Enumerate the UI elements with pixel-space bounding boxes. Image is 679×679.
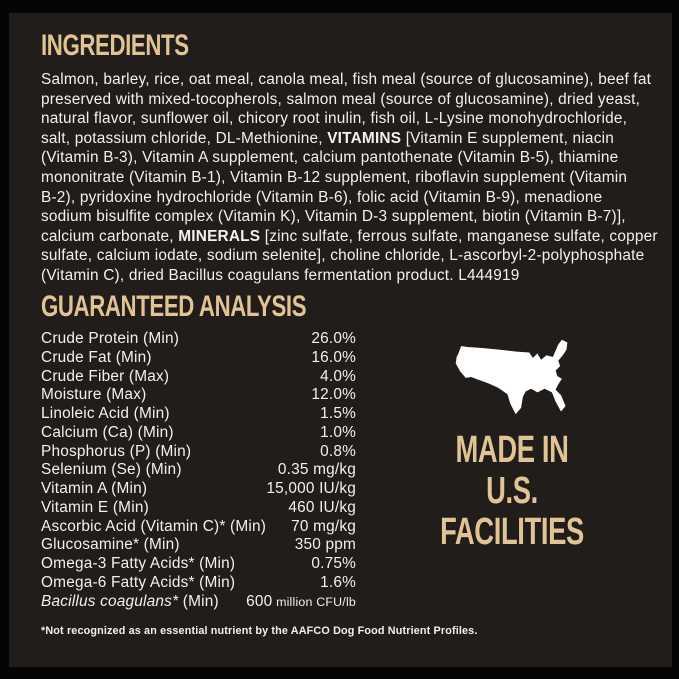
nutrient-value	[320, 574, 356, 592]
nutrient-label	[41, 424, 174, 442]
nutrient-label	[41, 443, 191, 461]
analysis-footnote: *Not recognized as an essential nutrient by the AAFCO Dog Food Nutrient Profiles.	[41, 625, 478, 637]
guaranteed-analysis-table	[41, 330, 356, 611]
text-segment: Selenium (Se) (Min)	[41, 461, 182, 479]
ingredients-title: INGREDIENTS	[41, 29, 189, 62]
text-segment: calcium carbonate,	[41, 227, 179, 245]
nutrient-label	[41, 555, 235, 573]
made-in-badge	[383, 337, 641, 553]
analysis-row	[41, 574, 356, 593]
nutrient-value	[278, 461, 356, 479]
nutrient-label	[41, 405, 170, 423]
ingredients-line	[41, 109, 658, 129]
analysis-row	[41, 424, 356, 443]
nutrient-value	[295, 536, 356, 554]
analysis-row	[41, 368, 356, 387]
nutrient-value	[266, 480, 356, 498]
text-segment: Glucosamine* (Min)	[41, 536, 180, 554]
text-segment: 26.0%	[311, 330, 356, 347]
text-segment: (Vitamin C), dried Bacillus coagulans fermentation product. L444919	[41, 266, 520, 284]
text-segment: (Min)	[178, 592, 219, 610]
analysis-row	[41, 386, 356, 405]
analysis-row	[41, 461, 356, 480]
text-segment: 0.8%	[320, 442, 356, 460]
ingredients-line	[41, 227, 658, 247]
label-panel	[9, 13, 672, 667]
ingredients-line	[41, 90, 658, 110]
text-segment: 4.0%	[320, 367, 356, 385]
nutrient-value	[311, 330, 356, 348]
nutrient-value	[288, 499, 356, 517]
text-segment: Salmon, barley, rice, oat meal, canola meal, fish meal (source of glucosamine), beef fat	[41, 71, 652, 88]
text-segment: MINERALS	[178, 227, 261, 245]
ingredients-line	[41, 168, 658, 188]
ingredients-line	[41, 207, 658, 227]
ingredients-line	[41, 129, 658, 149]
analysis-row	[41, 405, 356, 424]
nutrient-label	[41, 593, 219, 611]
made-in-line-3: FACILITIES	[440, 511, 584, 553]
text-segment: 460 IU/kg	[288, 498, 356, 516]
text-segment: Vitamin A (Min)	[41, 480, 148, 497]
nutrient-value	[311, 555, 356, 573]
analysis-row	[41, 593, 356, 612]
ingredients-line	[41, 266, 658, 286]
text-segment: (Vitamin B-3), Vitamin A supplement, calcium pantothenate (Vitamin B-5), thiamine	[41, 149, 619, 167]
text-segment: Ascorbic Acid (Vitamin C)* (Min)	[41, 517, 267, 535]
text-segment: Calcium (Ca) (Min)	[41, 423, 174, 441]
text-segment: B-2), pyridoxine hydrochloride (Vitamin B-6), folic acid (Vitamin B-9), menadione	[41, 188, 603, 206]
text-segment: 350 ppm	[294, 536, 356, 554]
nutrient-value	[320, 368, 356, 386]
text-segment: Omega-3 Fatty Acids* (Min)	[41, 555, 236, 572]
text-segment: Phosphorus (P) (Min)	[41, 442, 192, 460]
text-segment: 16.0%	[311, 348, 356, 366]
nutrient-label	[41, 386, 146, 404]
text-segment: Crude Protein (Min)	[41, 330, 180, 347]
ingredients-line	[41, 246, 658, 266]
text-segment: sodium bisulfite complex (Vitamin K), Vitamin D-3 supplement, biotin (Vitamin B-7)],	[41, 208, 626, 226]
nutrient-value	[311, 386, 356, 404]
analysis-row	[41, 536, 356, 555]
made-in-line-1: MADE IN	[455, 429, 569, 471]
text-segment: 1.6%	[320, 573, 356, 591]
text-segment: Crude Fiber (Max)	[41, 367, 170, 385]
usa-map-icon	[453, 337, 571, 417]
ingredients-line	[41, 70, 658, 90]
text-segment: 12.0%	[311, 386, 356, 404]
nutrient-label	[41, 349, 152, 367]
text-segment: Moisture (Max)	[41, 386, 147, 404]
analysis-row	[41, 555, 356, 574]
nutrient-label	[41, 518, 266, 536]
nutrient-value	[320, 405, 356, 423]
analysis-row	[41, 349, 356, 368]
nutrient-value	[320, 424, 356, 442]
text-segment: mononitrate (Vitamin B-1), Vitamin B-12 supplement, riboflavin supplement (Vitamin	[41, 168, 628, 186]
text-segment: [zinc sulfate, ferrous sulfate, manganese sulfate, copper	[260, 227, 658, 245]
text-segment: 15,000 IU/kg	[266, 480, 356, 497]
nutrient-value	[291, 518, 356, 536]
analysis-row	[41, 518, 356, 537]
ingredients-line	[41, 148, 658, 168]
nutrient-label	[41, 574, 235, 592]
text-segment: Omega-6 Fatty Acids* (Min)	[41, 573, 236, 591]
text-segment: 1.0%	[320, 423, 356, 441]
text-segment: 600	[246, 592, 273, 610]
made-in-line-2: U.S.	[486, 470, 538, 512]
text-segment: Bacillus coagulans*	[41, 592, 179, 610]
text-segment: Crude Fat (Min)	[41, 348, 152, 366]
nutrient-label	[41, 499, 149, 517]
nutrient-label	[41, 368, 169, 386]
nutrient-label	[41, 330, 179, 348]
text-segment: million CFU/lb	[272, 594, 356, 609]
nutrient-value	[246, 593, 356, 611]
text-segment: 1.5%	[320, 405, 356, 422]
text-segment: Linoleic Acid (Min)	[41, 405, 170, 422]
nutrient-label	[41, 536, 180, 554]
text-segment: sulfate, calcium iodate, sodium selenite], choline chloride, L-ascorbyl-2-polyphosphate	[41, 247, 645, 265]
text-segment: preserved with mixed-tocopherols, salmon meal (source of glucosamine), dried yeast,	[41, 90, 641, 108]
text-segment: natural flavor, sunflower oil, chicory root inulin, fish oil, L-Lysine monohydrochloride,	[41, 110, 628, 128]
text-segment: VITAMINS	[327, 129, 402, 147]
analysis-row	[41, 480, 356, 499]
text-segment: Vitamin E (Min)	[41, 498, 149, 516]
text-segment: 0.35 mg/kg	[277, 461, 356, 479]
text-segment: salt, potassium chloride, DL-Methionine,	[41, 129, 328, 147]
made-in-text	[419, 430, 605, 553]
ingredients-line	[41, 188, 658, 208]
text-segment: 70 mg/kg	[291, 517, 356, 535]
ingredients-paragraph	[41, 70, 658, 286]
text-segment: 0.75%	[311, 555, 356, 572]
nutrient-label	[41, 480, 147, 498]
guaranteed-analysis-title: GUARANTEED ANALYSIS	[41, 290, 307, 323]
analysis-row	[41, 499, 356, 518]
nutrient-value	[320, 443, 356, 461]
text-segment: [Vitamin E supplement, niacin	[401, 129, 614, 147]
nutrient-label	[41, 461, 182, 479]
analysis-row	[41, 330, 356, 349]
nutrient-value	[311, 349, 356, 367]
analysis-row	[41, 443, 356, 462]
